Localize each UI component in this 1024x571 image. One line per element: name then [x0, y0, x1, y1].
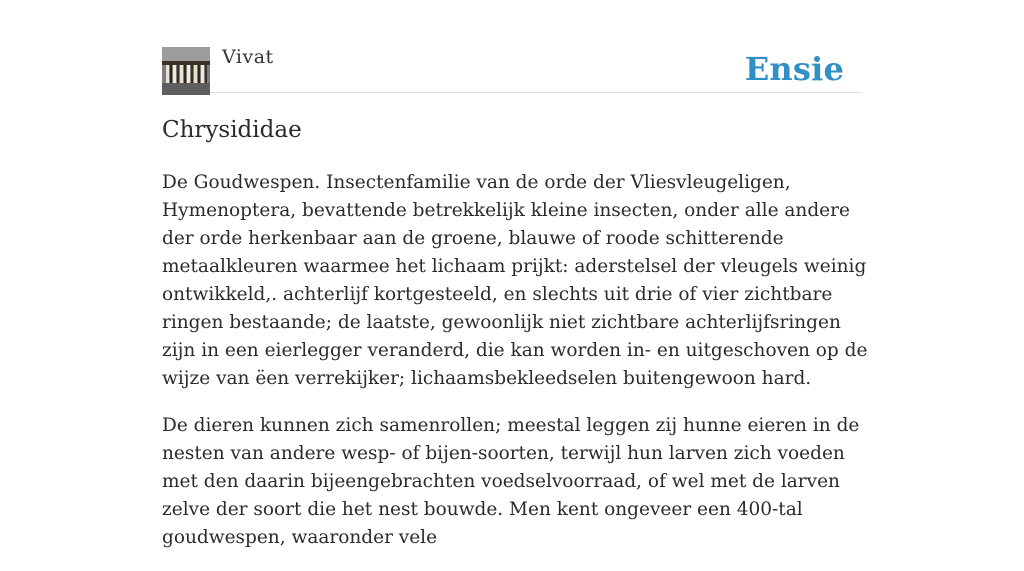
site-header	[162, 0, 862, 93]
bookshelf-avatar-icon	[162, 47, 210, 95]
entry-paragraph: De Goudwespen. Insectenfamilie van de orde der Vliesvleugeligen, Hymenoptera, bevattende betrekkelijk kleine insecten, onder alle andere der orde herkenbaar aan de groene, blauwe of roode schitterende metaalkleuren waarmee het lichaam prijkt: aderstelsel der vleugels weinig ontwikkeld,. achterlijf kortgesteeld, en slechts uit drie of vier zichtbare ringen bestaande; de laatste, gewoonlijk niet zichtbare achterlijfsringen zijn in een eierlegger veranderd, die kan worden in- en uitgeschoven op de wijze van ëen verrekijker; lichaamsbekleedselen buitengewoon hard.	[162, 172, 868, 389]
author-avatar[interactable]	[162, 47, 210, 95]
ensie-logo[interactable]: Ensie	[744, 50, 844, 88]
entry-body	[162, 169, 868, 571]
author-name[interactable]: Vivat	[222, 46, 274, 68]
entry-title: Chrysididae	[162, 117, 302, 143]
entry-paragraph: De dieren kunnen zich samenrollen; meestal leggen zij hunne eieren in de nesten van andere wesp- of bijen-soorten, terwijl hun larven zich voeden met den daarin bijeengebrachten voedselvoorraad, of wel met de larven zelve der soort die het nest bouwde. Men kent ongeveer een 400-tal goudwespen, waaronder vele	[162, 415, 860, 548]
